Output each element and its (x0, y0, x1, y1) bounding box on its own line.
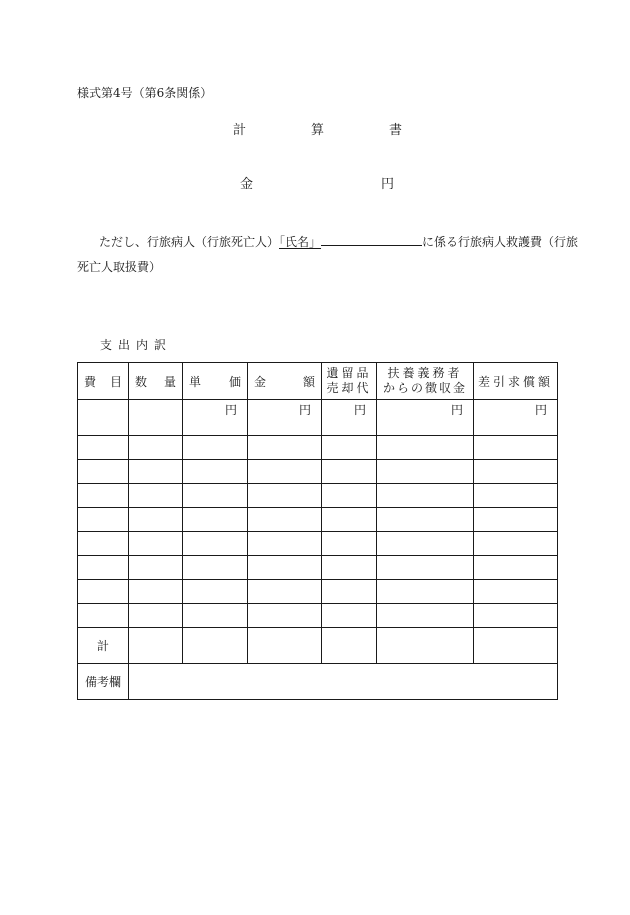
unit-yen-label[interactable]: 円 (474, 400, 558, 436)
table-cell[interactable] (474, 580, 558, 604)
table-cell[interactable] (183, 436, 248, 460)
table-cell[interactable] (474, 508, 558, 532)
table-cell[interactable] (183, 580, 248, 604)
breakdown-table (77, 362, 558, 700)
table-cell[interactable] (78, 508, 129, 532)
table-cell[interactable] (183, 460, 248, 484)
header-item: 費 目 (78, 363, 129, 400)
header-quantity: 数 量 (129, 363, 183, 400)
table-cell[interactable] (129, 532, 183, 556)
table-cell[interactable] (183, 628, 248, 664)
remarks-field[interactable] (129, 664, 558, 700)
table-cell[interactable] (474, 436, 558, 460)
amount-unit: 円 (381, 177, 395, 192)
document-title-char-1: 計 (233, 123, 247, 138)
header-amount: 金 額 (248, 363, 322, 400)
header-unit-price: 単 価 (183, 363, 248, 400)
table-cell[interactable] (322, 508, 377, 532)
table-cell[interactable] (129, 604, 183, 628)
table-cell[interactable] (474, 532, 558, 556)
table-cell[interactable] (183, 532, 248, 556)
table-cell[interactable] (78, 532, 129, 556)
table-cell[interactable] (248, 436, 322, 460)
table-row (78, 484, 558, 508)
table-cell[interactable] (248, 484, 322, 508)
table-cell[interactable] (78, 484, 129, 508)
table-cell[interactable] (322, 484, 377, 508)
table-cell[interactable] (248, 460, 322, 484)
unit-yen-label[interactable]: 円 (322, 400, 377, 436)
amount-prefix: 金 (240, 177, 254, 192)
total-row (78, 628, 558, 664)
table-cell[interactable] (377, 556, 474, 580)
table-cell[interactable] (377, 532, 474, 556)
table-cell[interactable] (377, 580, 474, 604)
table-cell[interactable] (78, 556, 129, 580)
table-cell[interactable] (322, 580, 377, 604)
table-cell[interactable] (248, 628, 322, 664)
table-cell[interactable] (129, 580, 183, 604)
table-cell[interactable] (377, 460, 474, 484)
document-title-char-2: 算 (311, 123, 325, 138)
table-cell[interactable] (322, 436, 377, 460)
table-cell[interactable] (78, 400, 129, 436)
table-row (78, 436, 558, 460)
name-field-label: 「氏名」 (279, 235, 322, 249)
table-cell[interactable] (78, 436, 129, 460)
header-row (78, 363, 558, 400)
table-cell[interactable] (322, 460, 377, 484)
name-blank-field[interactable] (321, 233, 422, 246)
table-cell[interactable] (377, 484, 474, 508)
table-cell[interactable] (377, 628, 474, 664)
proviso-text-2: に係る行旅病人救護費（行旅 (422, 235, 579, 249)
table-cell[interactable] (322, 628, 377, 664)
table-cell[interactable] (78, 604, 129, 628)
table-cell[interactable] (129, 460, 183, 484)
table-cell[interactable] (474, 556, 558, 580)
table-row (78, 580, 558, 604)
total-label: 計 (78, 628, 129, 664)
table-cell[interactable] (474, 628, 558, 664)
unit-yen-label[interactable]: 円 (377, 400, 474, 436)
table-cell[interactable] (322, 604, 377, 628)
proviso-line-1 (99, 233, 578, 250)
remarks-row (78, 664, 558, 700)
table-row (78, 400, 558, 436)
table-cell[interactable] (474, 460, 558, 484)
table-cell[interactable] (474, 484, 558, 508)
breakdown-title: 支出内訳 (100, 338, 173, 352)
table-cell[interactable] (183, 556, 248, 580)
table-row (78, 604, 558, 628)
table-cell[interactable] (248, 556, 322, 580)
proviso-line-2: 死亡人取扱費） (77, 260, 162, 274)
table-cell[interactable] (322, 532, 377, 556)
form-number: 様式第4号（第6条関係） (77, 86, 213, 100)
table-cell[interactable] (129, 436, 183, 460)
table-cell[interactable] (129, 628, 183, 664)
remarks-label: 備考欄 (78, 664, 129, 700)
table-cell[interactable] (129, 556, 183, 580)
table-cell[interactable] (377, 604, 474, 628)
header-net-claim: 差引求償額 (474, 363, 558, 400)
table-cell[interactable] (183, 484, 248, 508)
header-estate-sale: 遺留品 売却代 (322, 363, 377, 400)
table-cell[interactable] (322, 556, 377, 580)
header-guardian-collection: 扶養義務者 からの徴収金 (377, 363, 474, 400)
table-row (78, 532, 558, 556)
table-cell[interactable] (129, 484, 183, 508)
unit-yen-label[interactable]: 円 (183, 400, 248, 436)
table-row (78, 508, 558, 532)
document-title-char-3: 書 (389, 123, 403, 138)
proviso-text-1: ただし、行旅病人（行旅死亡人） (99, 235, 280, 249)
table-cell[interactable] (183, 604, 248, 628)
table-cell[interactable] (377, 436, 474, 460)
table-cell[interactable] (248, 580, 322, 604)
table-cell[interactable] (129, 400, 183, 436)
table-cell[interactable] (248, 604, 322, 628)
table-cell[interactable] (78, 580, 129, 604)
table-row (78, 460, 558, 484)
table-cell[interactable] (129, 508, 183, 532)
table-cell[interactable] (183, 508, 248, 532)
table-cell[interactable] (377, 508, 474, 532)
unit-yen-label[interactable]: 円 (248, 400, 322, 436)
table-cell[interactable] (248, 532, 322, 556)
table-cell[interactable] (248, 508, 322, 532)
table-row (78, 556, 558, 580)
table-cell[interactable] (78, 460, 129, 484)
table-cell[interactable] (474, 604, 558, 628)
